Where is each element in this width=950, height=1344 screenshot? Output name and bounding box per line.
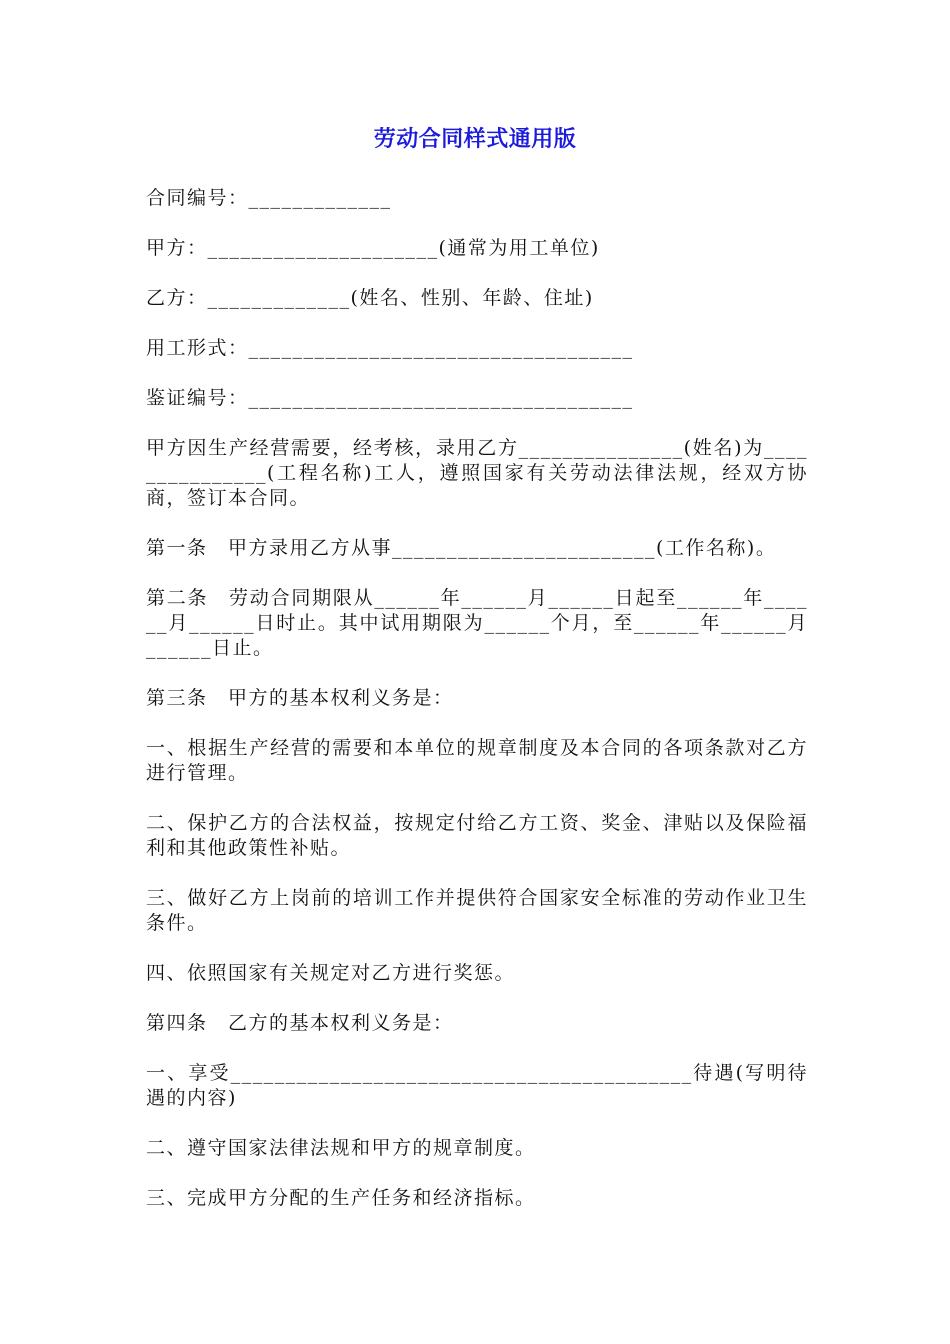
party-b-line: 乙方：_____________(姓名、性别、年龄、住址): [146, 287, 594, 309]
verification-number-line: 鉴证编号：___________________________________: [146, 387, 634, 409]
article-3-heading: 第三条 甲方的基本权利义务是：: [146, 687, 454, 709]
article-3-item-1: 一、根据生产经营的需要和本单位的规章制度及本合同的各项条款对乙方进行管理。: [146, 737, 808, 784]
document-body: [146, 186, 808, 1236]
employment-form-line: 用工形式：___________________________________: [146, 337, 634, 359]
article-1-paragraph: 第一条 甲方录用乙方从事________________________(工作名称)。: [146, 537, 777, 559]
article-4-item-1: 一、享受__________________________________________待遇(写明待遇的内容): [146, 1062, 808, 1109]
article-3-item-2: 二、保护乙方的合法权益，按规定付给乙方工资、奖金、津贴以及保险福利和其他政策性补贴。: [146, 812, 808, 859]
article-3-item-3: 三、做好乙方上岗前的培训工作并提供符合国家安全标准的劳动作业卫生条件。: [146, 887, 808, 934]
article-4-item-3: 三、完成甲方分配的生产任务和经济指标。: [146, 1187, 536, 1209]
article-4-heading: 第四条 乙方的基本权利义务是：: [146, 1012, 454, 1034]
article-3-item-4: 四、依照国家有关规定对乙方进行奖惩。: [146, 962, 516, 984]
party-a-line: 甲方：_____________________(通常为用工单位): [146, 237, 600, 259]
document-title: 劳动合同样式通用版: [373, 127, 577, 152]
article-4-item-2: 二、遵守国家法律法规和甲方的规章制度。: [146, 1137, 536, 1159]
preamble-paragraph: 甲方因生产经营需要，经考核，录用乙方_______________(姓名)为_______________(工程名称)工人，遵照国家有关劳动法律法规，经双方协商，签订本合同。: [146, 437, 808, 509]
article-2-paragraph: 第二条 劳动合同期限从______年______月______日起至______年______月______日时止。其中试用期限为______个月，至______年______月______日止。: [146, 587, 808, 659]
contract-number-line: 合同编号：_____________: [146, 187, 392, 209]
